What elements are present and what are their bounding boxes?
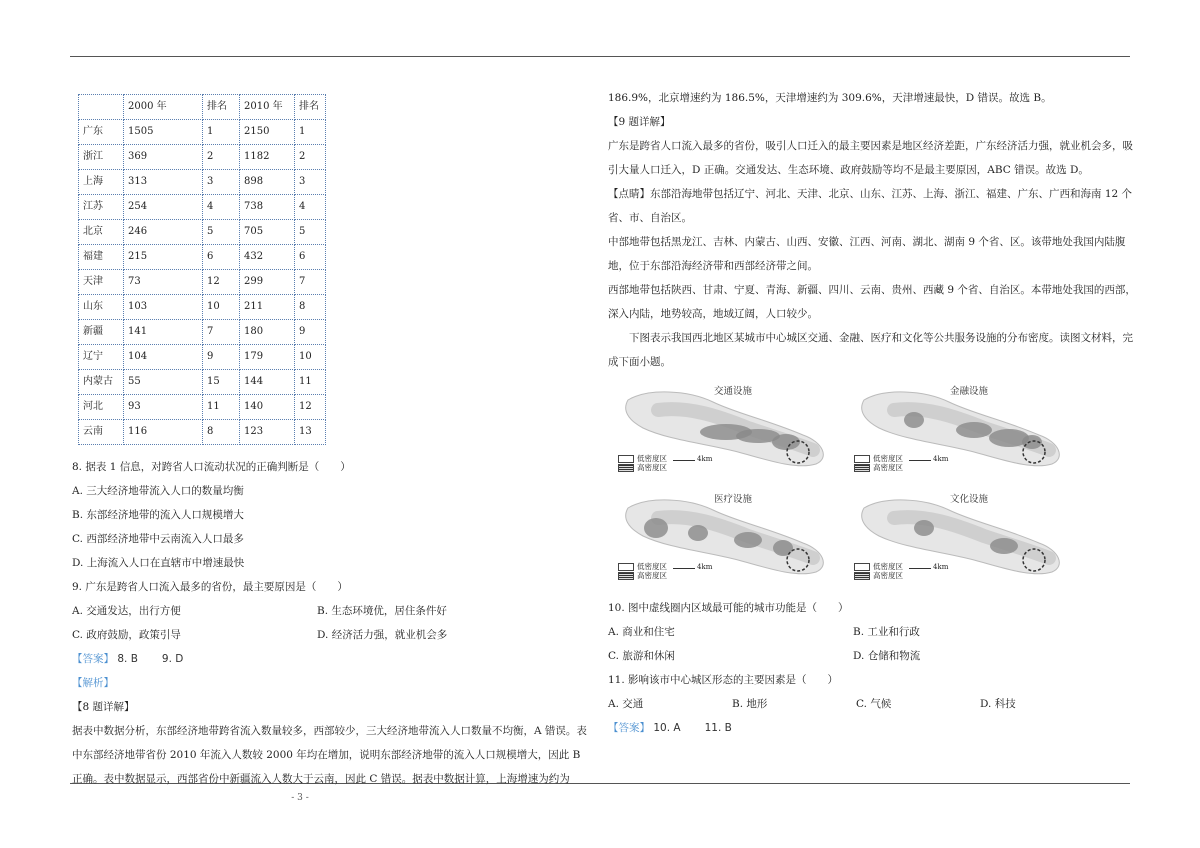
q11-option-c: C. 气候 [856, 698, 892, 710]
left-column [72, 86, 592, 791]
table-cell: 4 [203, 195, 240, 220]
density-map-panel [618, 380, 840, 480]
table-cell: 215 [124, 245, 203, 270]
table-header-row [79, 95, 326, 120]
q10-option-a: A. 商业和住宅 [608, 626, 675, 638]
tip-text: 东部沿海地带包括辽宁、河北、天津、北京、山东、江苏、上海、浙江、福建、广东、广西和海南 12 个省、市、自治区。 [608, 188, 1133, 224]
legend-low-label: 低密度区 [637, 562, 667, 571]
table-cell: 4 [295, 195, 326, 220]
q11-options [608, 692, 1138, 716]
map-legend [618, 562, 667, 580]
scale-label: 4km [933, 563, 949, 571]
table-cell: 2 [203, 145, 240, 170]
map-legend [618, 454, 667, 472]
legend-high-swatch [854, 464, 870, 472]
table-cell: 1 [295, 120, 326, 145]
legend-high-label: 高密度区 [637, 463, 667, 472]
answer-tag: 【答案】 [72, 653, 114, 665]
q9-option-d: D. 经济活力强，就业机会多 [317, 629, 448, 641]
tip-tag: 【点睛】 [608, 188, 650, 200]
province-cell: 内蒙古 [79, 370, 124, 395]
right-column [608, 86, 1138, 740]
province-cell: 河北 [79, 395, 124, 420]
q9-option-b: B. 生态环境优，居住条件好 [317, 605, 447, 617]
table-row [79, 220, 326, 245]
q11-stem: 11. 影响该市中心城区形态的主要因素是（ ） [608, 674, 839, 686]
table-row [79, 145, 326, 170]
table-header-cell: 2000 年 [124, 95, 203, 120]
table-cell: 144 [240, 370, 295, 395]
table-cell: 13 [295, 420, 326, 445]
table-cell: 9 [295, 320, 326, 345]
legend-low-label: 低密度区 [873, 562, 903, 571]
province-cell: 山东 [79, 295, 124, 320]
table-cell: 3 [295, 170, 326, 195]
table-cell: 73 [124, 270, 203, 295]
table-cell: 5 [295, 220, 326, 245]
table-cell: 10 [295, 345, 326, 370]
answer-10: 10. A [653, 722, 681, 734]
q9-option-a: A. 交通发达，出行方便 [72, 605, 181, 617]
table-cell: 211 [240, 295, 295, 320]
province-cell: 浙江 [79, 145, 124, 170]
table-cell: 7 [295, 270, 326, 295]
table-row [79, 195, 326, 220]
detail9-text: 广东是跨省人口流入最多的省份，吸引人口迁入的最主要因素是地区经济差距，广东经济活力强，就业机会多，吸引大量人口迁入，D 正确。交通发达、生态环境、政府鼓励等均不是最主要原因，ABC 错误。故选 D。 [608, 140, 1133, 176]
province-cell: 江苏 [79, 195, 124, 220]
table-cell: 15 [203, 370, 240, 395]
q8-option-a: A. 三大经济地带流入人口的数量均衡 [72, 485, 244, 497]
q10-options-row2 [608, 644, 1138, 668]
table-cell: 11 [295, 370, 326, 395]
q10-stem: 10. 图中虚线圈内区域最可能的城市功能是（ ） [608, 602, 849, 614]
province-cell: 云南 [79, 420, 124, 445]
table-cell: 254 [124, 195, 203, 220]
q11-option-a: A. 交通 [608, 698, 644, 710]
table-cell: 313 [124, 170, 203, 195]
table-header-cell: 排名 [295, 95, 326, 120]
tip-paragraph [608, 182, 1138, 230]
answer-line-1 [72, 647, 592, 671]
map-title: 金融设施 [950, 386, 989, 397]
table-cell: 1182 [240, 145, 295, 170]
table-header-cell [79, 95, 124, 120]
table-cell: 3 [203, 170, 240, 195]
table-row [79, 420, 326, 445]
table-row [79, 345, 326, 370]
tip-middle: 中部地带包括黑龙江、吉林、内蒙古、山西、安徽、江西、河南、湖北、湖南 9 个省、区。该带地处我国内陆腹地，位于东部沿海经济带和西部经济带之间。 [608, 236, 1126, 272]
detail8-title: 【8 题详解】 [72, 701, 135, 713]
table-row [79, 320, 326, 345]
table-cell: 123 [240, 420, 295, 445]
legend-high-swatch [854, 572, 870, 580]
table-row [79, 120, 326, 145]
q10-options-row1 [608, 620, 1138, 644]
table-cell: 55 [124, 370, 203, 395]
q8-option-b: B. 东部经济地带的流入人口规模增大 [72, 509, 244, 521]
province-cell: 北京 [79, 220, 124, 245]
page-number: - 3 - [291, 793, 309, 803]
province-cell: 上海 [79, 170, 124, 195]
table-cell: 898 [240, 170, 295, 195]
table-cell: 8 [295, 295, 326, 320]
scale-label: 4km [697, 455, 713, 463]
q11-option-d: D. 科技 [980, 698, 1016, 710]
table-cell: 104 [124, 345, 203, 370]
province-cell: 天津 [79, 270, 124, 295]
table-cell: 432 [240, 245, 295, 270]
table-cell: 705 [240, 220, 295, 245]
map-title: 文化设施 [950, 494, 989, 505]
province-cell: 广东 [79, 120, 124, 145]
table-cell: 141 [124, 320, 203, 345]
detail8-continuation: 186.9%，北京增速约为 186.5%，天津增速约为 309.6%，天津增速最快，D 错误。故选 B。 [608, 92, 1052, 104]
density-map-panel [854, 488, 1076, 588]
table-cell: 2 [295, 145, 326, 170]
q10-option-b: B. 工业和行政 [853, 626, 920, 638]
table-cell: 369 [124, 145, 203, 170]
q11-option-b: B. 地形 [732, 698, 768, 710]
q9-stem: 9. 广东是跨省人口流入最多的省份，最主要原因是（ ） [72, 581, 348, 593]
population-table [78, 94, 326, 445]
table-cell: 116 [124, 420, 203, 445]
detail8-text: 据表中数据分析，东部经济地带跨省流入数量较多，西部较少，三大经济地带流入人口数量不均衡，A 错误。表中东部经济地带省份 2010 年流入人数较 2000 年均在增加，说明东部经济地带的流入人口规模增大，因此 B 正确。表中数据显示，西部省份中新疆流入人数大于云南，因此 C 错误。据表中数据计算，上海增速为约为 [72, 725, 587, 785]
table-cell: 6 [203, 245, 240, 270]
answer-tag: 【答案】 [608, 722, 650, 734]
table-cell: 8 [203, 420, 240, 445]
table-cell: 9 [203, 345, 240, 370]
table-row [79, 170, 326, 195]
detail9-title: 【9 题详解】 [608, 116, 671, 128]
answer-8: 8. B [117, 653, 138, 665]
facility-density-maps [618, 380, 1078, 590]
q9-options-row1 [72, 599, 592, 623]
map-legend [854, 454, 903, 472]
q8-option-c: C. 西部经济地带中云南流入人口最多 [72, 533, 244, 545]
table-cell: 180 [240, 320, 295, 345]
table-cell: 179 [240, 345, 295, 370]
legend-low-label: 低密度区 [637, 454, 667, 463]
q9-options-row2 [72, 623, 592, 647]
table-row [79, 395, 326, 420]
province-cell: 新疆 [79, 320, 124, 345]
legend-low-swatch [618, 455, 634, 463]
table-cell: 6 [295, 245, 326, 270]
scale-label: 4km [697, 563, 713, 571]
table-row [79, 295, 326, 320]
table-cell: 10 [203, 295, 240, 320]
province-cell: 福建 [79, 245, 124, 270]
legend-low-swatch [618, 563, 634, 571]
legend-low-swatch [854, 455, 870, 463]
q10-option-d: D. 仓储和物流 [853, 650, 921, 662]
table-cell: 11 [203, 395, 240, 420]
table-row [79, 270, 326, 295]
table-cell: 7 [203, 320, 240, 345]
q9-option-c: C. 政府鼓励，政策引导 [72, 629, 181, 641]
table-cell: 246 [124, 220, 203, 245]
province-cell: 辽宁 [79, 345, 124, 370]
table-cell: 12 [295, 395, 326, 420]
q8-stem: 8. 据表 1 信息，对跨省人口流动状况的正确判断是（ ） [72, 461, 351, 473]
legend-high-label: 高密度区 [873, 571, 903, 580]
table-row [79, 245, 326, 270]
scale-bar [909, 555, 948, 579]
map-title: 医疗设施 [714, 494, 753, 505]
answer-line-2 [608, 716, 1138, 740]
analysis-tag: 【解析】 [72, 677, 114, 689]
map-intro: 下图表示我国西北地区某城市中心城区交通、金融、医疗和文化等公共服务设施的分布密度。读图文材料，完成下面小题。 [608, 332, 1133, 368]
table-cell: 299 [240, 270, 295, 295]
legend-high-label: 高密度区 [637, 571, 667, 580]
top-rule [70, 56, 1130, 57]
table-row [79, 370, 326, 395]
table-cell: 140 [240, 395, 295, 420]
table-cell: 1505 [124, 120, 203, 145]
table-cell: 738 [240, 195, 295, 220]
legend-high-swatch [618, 572, 634, 580]
scale-label: 4km [933, 455, 949, 463]
q8-option-d: D. 上海流入人口在直辖市中增速最快 [72, 557, 245, 569]
answer-11: 11. B [704, 722, 732, 734]
table-cell: 1 [203, 120, 240, 145]
legend-low-label: 低密度区 [873, 454, 903, 463]
legend-low-swatch [854, 563, 870, 571]
answer-9: 9. D [161, 653, 184, 665]
table-header-cell: 排名 [203, 95, 240, 120]
scale-bar [673, 555, 712, 579]
table-cell: 103 [124, 295, 203, 320]
scale-bar [673, 447, 712, 471]
table-header-cell: 2010 年 [240, 95, 295, 120]
map-legend [854, 562, 903, 580]
table-cell: 5 [203, 220, 240, 245]
table-cell: 12 [203, 270, 240, 295]
density-map-panel [618, 488, 840, 588]
scale-bar [909, 447, 948, 471]
legend-high-swatch [618, 464, 634, 472]
table-cell: 93 [124, 395, 203, 420]
table-cell: 2150 [240, 120, 295, 145]
legend-high-label: 高密度区 [873, 463, 903, 472]
map-title: 交通设施 [714, 386, 753, 397]
density-map-panel [854, 380, 1076, 480]
tip-west: 西部地带包括陕西、甘肃、宁夏、青海、新疆、四川、云南、贵州、西藏 9 个省、自治区。本带地处我国的西部，深入内陆，地势较高，地域辽阔，人口较少。 [608, 284, 1136, 320]
q10-option-c: C. 旅游和休闲 [608, 650, 675, 662]
